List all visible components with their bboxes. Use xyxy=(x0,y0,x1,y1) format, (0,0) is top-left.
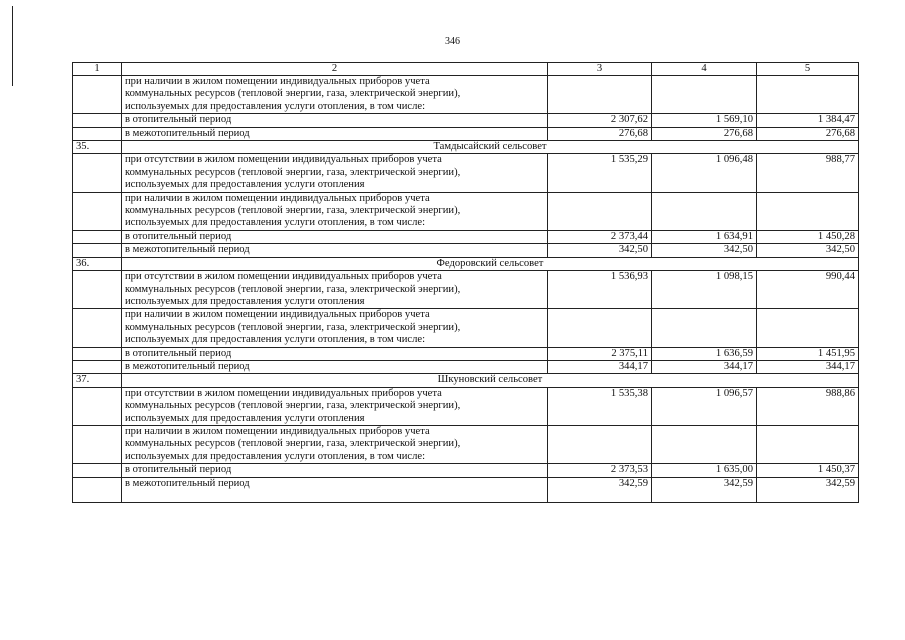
value-col-3 xyxy=(548,309,652,347)
value-col-3: 2 373,53 xyxy=(548,464,652,477)
description-line: при отсутствии в жилом помещении индивидуальных приборов учета xyxy=(125,271,442,283)
period-row xyxy=(73,114,859,127)
section-header-row xyxy=(73,257,859,270)
value-col-4: 342,59 xyxy=(652,477,757,502)
present-meters-description xyxy=(122,192,548,230)
value-col-5 xyxy=(757,425,859,463)
description-line: при отсутствии в жилом помещении индивидуальных приборов учета xyxy=(125,387,442,399)
value-col-4: 1 096,57 xyxy=(652,387,757,425)
number-cell xyxy=(73,230,122,243)
value-col-3: 2 373,44 xyxy=(548,230,652,243)
description-line: при наличии в жилом помещении индивидуальных приборов учета xyxy=(125,192,430,204)
absent-meters-row xyxy=(73,271,859,309)
description-line: при наличии в жилом помещении индивидуальных приборов учета xyxy=(125,309,430,321)
description-line: коммунальных ресурсов (тепловой энергии, газа, электрической энергии), xyxy=(125,88,461,100)
number-cell xyxy=(73,271,122,309)
value-col-3: 1 535,38 xyxy=(548,387,652,425)
value-col-4: 342,50 xyxy=(652,244,757,257)
number-cell xyxy=(73,192,122,230)
value-col-4 xyxy=(652,76,757,114)
period-row xyxy=(73,477,859,502)
description-line: используемых для предоставления услуги отопления xyxy=(125,179,365,191)
tariff-table-body xyxy=(73,63,859,503)
absent-meters-description xyxy=(122,271,548,309)
period-row xyxy=(73,127,859,140)
period-label: в межотопительный период xyxy=(122,127,548,140)
value-col-4: 1 569,10 xyxy=(652,114,757,127)
description-line: коммунальных ресурсов (тепловой энергии, газа, электрической энергии), xyxy=(125,283,461,295)
value-col-3: 276,68 xyxy=(548,127,652,140)
section-title: Шкуновский сельсовет xyxy=(122,374,859,387)
value-col-4: 1 634,91 xyxy=(652,230,757,243)
absent-meters-row xyxy=(73,387,859,425)
value-col-5: 1 450,28 xyxy=(757,230,859,243)
absent-meters-description xyxy=(122,387,548,425)
number-cell xyxy=(73,387,122,425)
number-cell xyxy=(73,114,122,127)
value-col-4 xyxy=(652,192,757,230)
header-col-1: 1 xyxy=(73,63,122,76)
description-line: коммунальных ресурсов (тепловой энергии, газа, электрической энергии), xyxy=(125,438,461,450)
value-col-5 xyxy=(757,192,859,230)
value-col-5: 1 384,47 xyxy=(757,114,859,127)
period-label: в отопительный период xyxy=(122,347,548,360)
description-line: используемых для предоставления услуги отопления, в том числе: xyxy=(125,217,426,229)
value-col-5: 1 451,95 xyxy=(757,347,859,360)
description-line: коммунальных ресурсов (тепловой энергии, газа, электрической энергии), xyxy=(125,205,461,217)
value-col-4: 1 096,48 xyxy=(652,154,757,192)
section-title: Федоровский сельсовет xyxy=(122,257,859,270)
period-row xyxy=(73,347,859,360)
value-col-5: 276,68 xyxy=(757,127,859,140)
description-line: при отсутствии в жилом помещении индивидуальных приборов учета xyxy=(125,154,442,166)
period-label: в отопительный период xyxy=(122,230,548,243)
period-label: в межотопительный период xyxy=(122,477,548,502)
continuation-description-row xyxy=(73,76,859,114)
absent-meters-description xyxy=(122,154,548,192)
value-col-5: 344,17 xyxy=(757,360,859,373)
description-line: коммунальных ресурсов (тепловой энергии, газа, электрической энергии), xyxy=(125,166,461,178)
header-col-2: 2 xyxy=(122,63,548,76)
number-cell xyxy=(73,244,122,257)
header-col-3: 3 xyxy=(548,63,652,76)
section-number: 37. xyxy=(73,374,122,387)
value-col-5 xyxy=(757,76,859,114)
present-meters-description xyxy=(122,425,548,463)
value-col-5: 1 450,37 xyxy=(757,464,859,477)
value-col-4: 1 635,00 xyxy=(652,464,757,477)
value-col-5: 988,77 xyxy=(757,154,859,192)
number-cell xyxy=(73,347,122,360)
description-line: используемых для предоставления услуги отопления, в том числе: xyxy=(125,100,426,112)
value-col-4: 276,68 xyxy=(652,127,757,140)
value-col-3: 344,17 xyxy=(548,360,652,373)
value-col-4: 1 098,15 xyxy=(652,271,757,309)
value-col-3: 2 375,11 xyxy=(548,347,652,360)
number-cell xyxy=(73,477,122,502)
value-col-5: 990,44 xyxy=(757,271,859,309)
number-cell xyxy=(73,154,122,192)
section-number: 36. xyxy=(73,257,122,270)
description-line: при наличии в жилом помещении индивидуальных приборов учета xyxy=(125,425,430,437)
value-col-3 xyxy=(548,76,652,114)
section-title: Тамдысайский сельсовет xyxy=(122,141,859,154)
present-meters-row xyxy=(73,192,859,230)
number-cell xyxy=(73,76,122,114)
value-col-4 xyxy=(652,309,757,347)
period-row xyxy=(73,244,859,257)
period-label: в межотопительный период xyxy=(122,360,548,373)
value-col-3: 1 535,29 xyxy=(548,154,652,192)
page-number: 346 xyxy=(445,36,460,47)
value-col-3: 342,50 xyxy=(548,244,652,257)
description-line: используемых для предоставления услуги отопления, в том числе: xyxy=(125,450,426,462)
number-cell xyxy=(73,309,122,347)
table-header-row xyxy=(73,63,859,76)
value-col-4: 344,17 xyxy=(652,360,757,373)
period-row xyxy=(73,360,859,373)
header-col-5: 5 xyxy=(757,63,859,76)
period-row xyxy=(73,230,859,243)
description-line: используемых для предоставления услуги отопления xyxy=(125,295,365,307)
value-col-5: 342,50 xyxy=(757,244,859,257)
description-line: коммунальных ресурсов (тепловой энергии, газа, электрической энергии), xyxy=(125,400,461,412)
value-col-5 xyxy=(757,309,859,347)
value-col-5: 342,59 xyxy=(757,477,859,502)
value-col-3: 342,59 xyxy=(548,477,652,502)
continuation-description xyxy=(122,76,548,114)
number-cell xyxy=(73,127,122,140)
present-meters-row xyxy=(73,309,859,347)
period-label: в отопительный период xyxy=(122,114,548,127)
value-col-3: 2 307,62 xyxy=(548,114,652,127)
header-col-4: 4 xyxy=(652,63,757,76)
description-line: используемых для предоставления услуги отопления xyxy=(125,412,365,424)
description-line: при наличии в жилом помещении индивидуальных приборов учета xyxy=(125,76,430,87)
period-row xyxy=(73,464,859,477)
period-label: в отопительный период xyxy=(122,464,548,477)
value-col-4 xyxy=(652,425,757,463)
number-cell xyxy=(73,360,122,373)
description-line: используемых для предоставления услуги отопления, в том числе: xyxy=(125,334,426,346)
number-cell xyxy=(73,425,122,463)
value-col-5: 988,86 xyxy=(757,387,859,425)
tariff-table xyxy=(72,62,859,503)
present-meters-row xyxy=(73,425,859,463)
present-meters-description xyxy=(122,309,548,347)
number-cell xyxy=(73,464,122,477)
section-number: 35. xyxy=(73,141,122,154)
period-label: в межотопительный период xyxy=(122,244,548,257)
value-col-3: 1 536,93 xyxy=(548,271,652,309)
description-line: коммунальных ресурсов (тепловой энергии, газа, электрической энергии), xyxy=(125,321,461,333)
section-header-row xyxy=(73,374,859,387)
section-header-row xyxy=(73,141,859,154)
value-col-4: 1 636,59 xyxy=(652,347,757,360)
absent-meters-row xyxy=(73,154,859,192)
value-col-3 xyxy=(548,425,652,463)
value-col-3 xyxy=(548,192,652,230)
